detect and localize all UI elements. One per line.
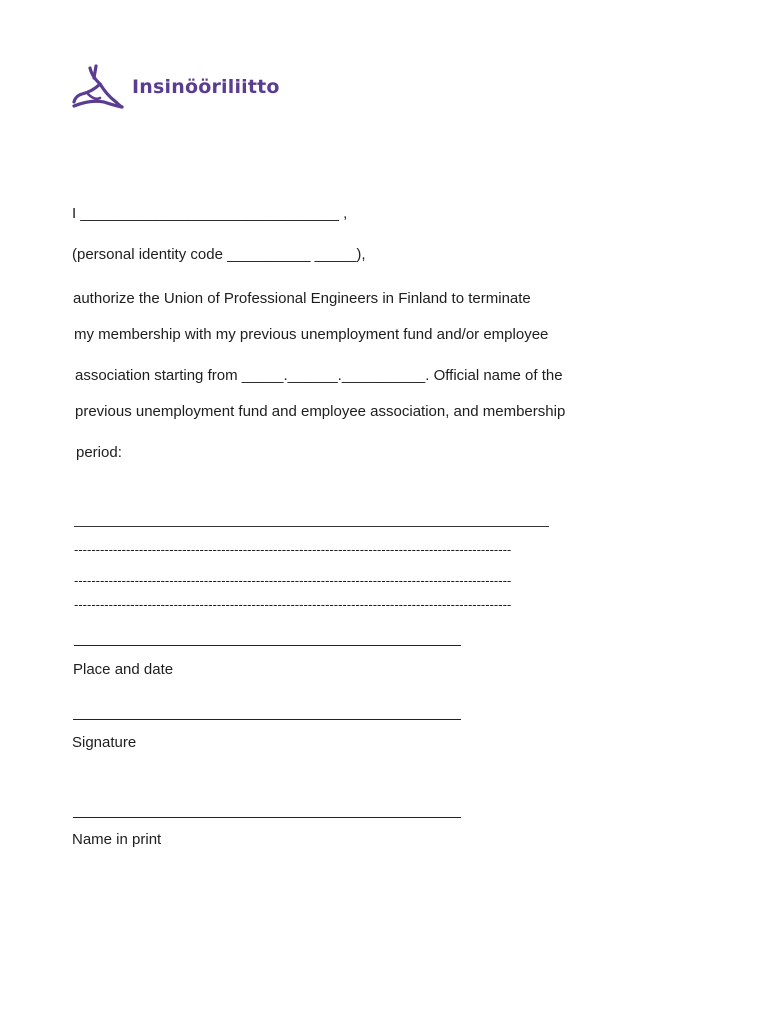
name-print-label: Name in print <box>72 831 162 848</box>
paragraph-line-3: association starting from _____.______.__________. Official name of the <box>75 367 563 384</box>
name-line: I _______________________________ , <box>72 205 348 222</box>
place-date-label: Place and date <box>73 661 174 678</box>
paragraph-line-4: previous unemployment fund and employee association, and membership <box>75 403 566 420</box>
paragraph-line-5: period: <box>76 444 122 461</box>
fund-blank-dash-3: ----------------------------------------------------------------------------------------------------- <box>74 598 512 612</box>
place-date-rule <box>74 645 461 646</box>
paragraph-line-2: my membership with my previous unemployment fund and/or employee <box>74 326 549 343</box>
insinooriliitto-logo-icon <box>70 64 124 110</box>
signature-rule <box>73 719 461 720</box>
fund-blank-underscore: _____________________________________________________________ <box>74 511 549 527</box>
name-print-rule <box>73 817 461 818</box>
fund-blank-dash-1: ----------------------------------------------------------------------------------------------------- <box>74 543 512 557</box>
signature-label: Signature <box>72 734 137 751</box>
logo <box>70 64 280 110</box>
identity-code-line: (personal identity code __________ _____), <box>72 246 366 263</box>
paragraph-line-1: authorize the Union of Professional Engineers in Finland to terminate <box>73 290 531 307</box>
logo-wordmark: Insinööriliitto <box>132 76 280 98</box>
fund-blank-dash-2: ----------------------------------------------------------------------------------------------------- <box>74 574 512 588</box>
